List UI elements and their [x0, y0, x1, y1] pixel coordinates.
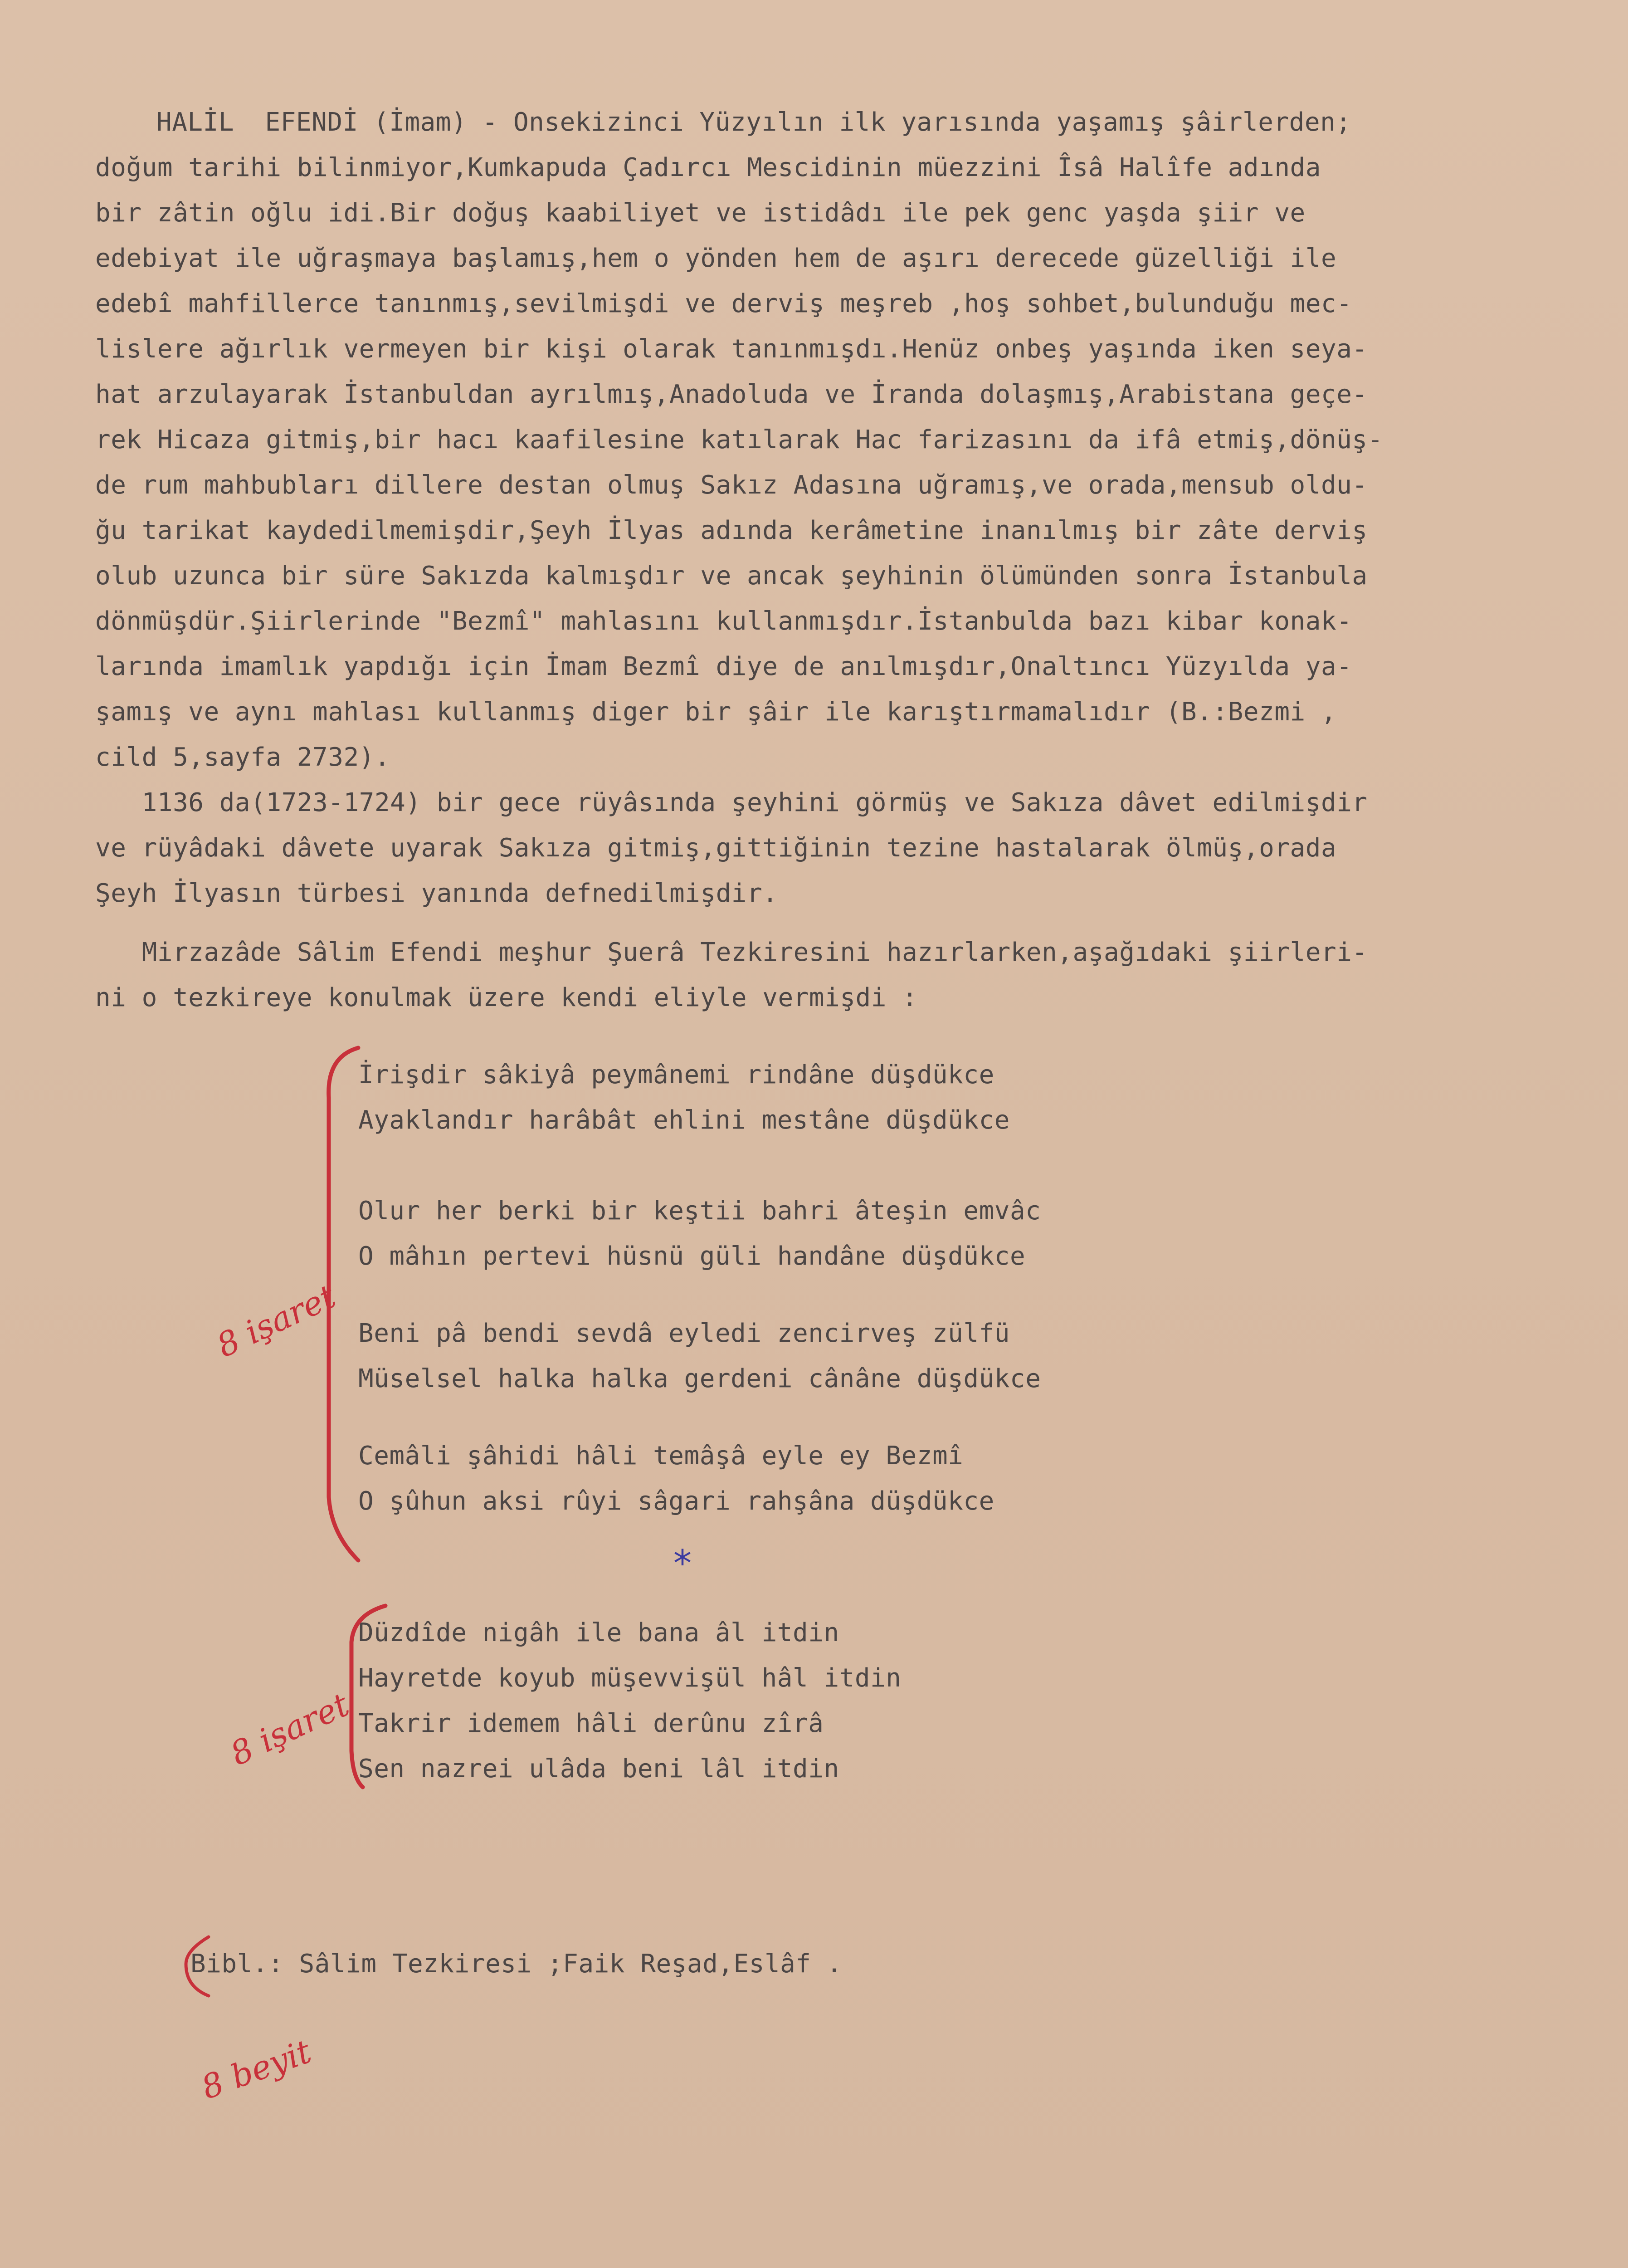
text-line: olub uzunca bir süre Sakızda kalmışdır ve ancak şeyhinin ölümünden sonra İstanbula [95, 561, 1368, 591]
text-line: Şeyh İlyasın türbesi yanında defnedilmişdir. [95, 879, 778, 908]
text-line: hat arzulayarak İstanbuldan ayrılmış,Anadoluda ve İranda dolaşmış,Arabistana geçe- [95, 380, 1368, 409]
bibliography: Bibl.: Sâlim Tezkiresi ;Faik Reşad,Eslâf . [190, 1949, 843, 1979]
poem-line: Cemâli şâhidi hâli temâşâ eyle ey Bezmî [358, 1441, 964, 1471]
text-line: 1136 da(1723-1724) bir gece rüyâsında şeyhini görmüş ve Sakıza dâvet edilmişdir [95, 788, 1368, 817]
separator-asterisk: * [673, 1542, 692, 1584]
poem-line: İrişdir sâkiyâ peymânemi rindâne düşdükce [358, 1060, 994, 1090]
text-line: ğu tarikat kaydedilmemişdir,Şeyh İlyas adında kerâmetine inanılmış bir zâte derviş [95, 516, 1368, 545]
text-line: edebî mahfillerce tanınmış,sevilmişdi ve derviş meşreb ,hoş sohbet,bulunduğu mec- [95, 289, 1352, 318]
bracket-poem2 [351, 1606, 385, 1787]
poem-line: Beni pâ bendi sevdâ eyledi zencirveş zülfü [358, 1319, 1010, 1348]
poem-line: Sen nazrei ulâda beni lâl itdin [358, 1754, 839, 1784]
poem-line: Ayaklandır harâbât ehlini mestâne düşdükce [358, 1105, 1010, 1135]
bracket-bibliography [186, 1937, 209, 1996]
poem-line: O şûhun aksi rûyi sâgari rahşâna düşdükce [358, 1486, 994, 1516]
annotation-note2: 8 işaret [224, 1685, 355, 1773]
text-line: HALİL EFENDİ (İmam) - Onsekizinci Yüzyılın ilk yarısında yaşamış şâirlerden; [156, 108, 1351, 137]
text-line: lislere ağırlık vermeyen bir kişi olarak tanınmışdı.Henüz onbeş yaşında iken seya- [95, 334, 1368, 364]
text-line: bir zâtin oğlu idi.Bir doğuş kaabiliyet ve istidâdı ile pek genc yaşda şiir ve [95, 198, 1306, 228]
text-line: doğum tarihi bilinmiyor,Kumkapuda Çadırcı Mescidinin müezzini Îsâ Halîfe adında [95, 153, 1321, 182]
poem-line: Müselsel halka halka gerdeni cânâne düşdükce [358, 1364, 1041, 1393]
poem-line: Olur her berki bir keştii bahri âteşin emvâc [358, 1196, 1041, 1226]
annotation-note3: 8 beyit [196, 2032, 316, 2107]
poem-line: Takrir idemem hâli derûnu zîrâ [358, 1709, 824, 1738]
text-line: cild 5,sayfa 2732). [95, 743, 390, 772]
text-line: ve rüyâdaki dâvete uyarak Sakıza gitmiş,gittiğinin tezine hastalarak ölmüş,orada [95, 833, 1337, 863]
poem-line: Hayretde koyub müşevvişül hâl itdin [358, 1663, 902, 1693]
annotation-note1: 8 işaret [211, 1277, 341, 1365]
text-line: Mirzazâde Sâlim Efendi meşhur Şuerâ Tezkiresini hazırlarken,aşağıdaki şiirleri- [95, 938, 1368, 967]
text-line: dönmüşdür.Şiirlerinde "Bezmî" mahlasını kullanmışdır.İstanbulda bazı kibar konak- [95, 606, 1352, 636]
text-line: edebiyat ile uğraşmaya başlamış,hem o yönden hem de aşırı derecede güzelliği ile [95, 244, 1337, 273]
text-line: rek Hicaza gitmiş,bir hacı kaafilesine katılarak Hac farizasını da ifâ etmiş,dönüş- [95, 425, 1383, 455]
text-line: ni o tezkireye konulmak üzere kendi eliyle vermişdi : [95, 983, 918, 1012]
text-line: şamış ve aynı mahlası kullanmış diger bir şâir ile karıştırmamalıdır (B.:Bezmi , [95, 697, 1337, 727]
text-line: de rum mahbubları dillere destan olmuş Sakız Adasına uğramış,ve orada,mensub oldu- [95, 470, 1368, 500]
poem-line: Düzdîde nigâh ile bana âl itdin [358, 1618, 839, 1647]
poem-line: O mâhın pertevi hüsnü güli handâne düşdükce [358, 1242, 1026, 1271]
text-line: larında imamlık yapdığı için İmam Bezmî diye de anılmışdır,Onaltıncı Yüzyılda ya- [95, 652, 1352, 681]
